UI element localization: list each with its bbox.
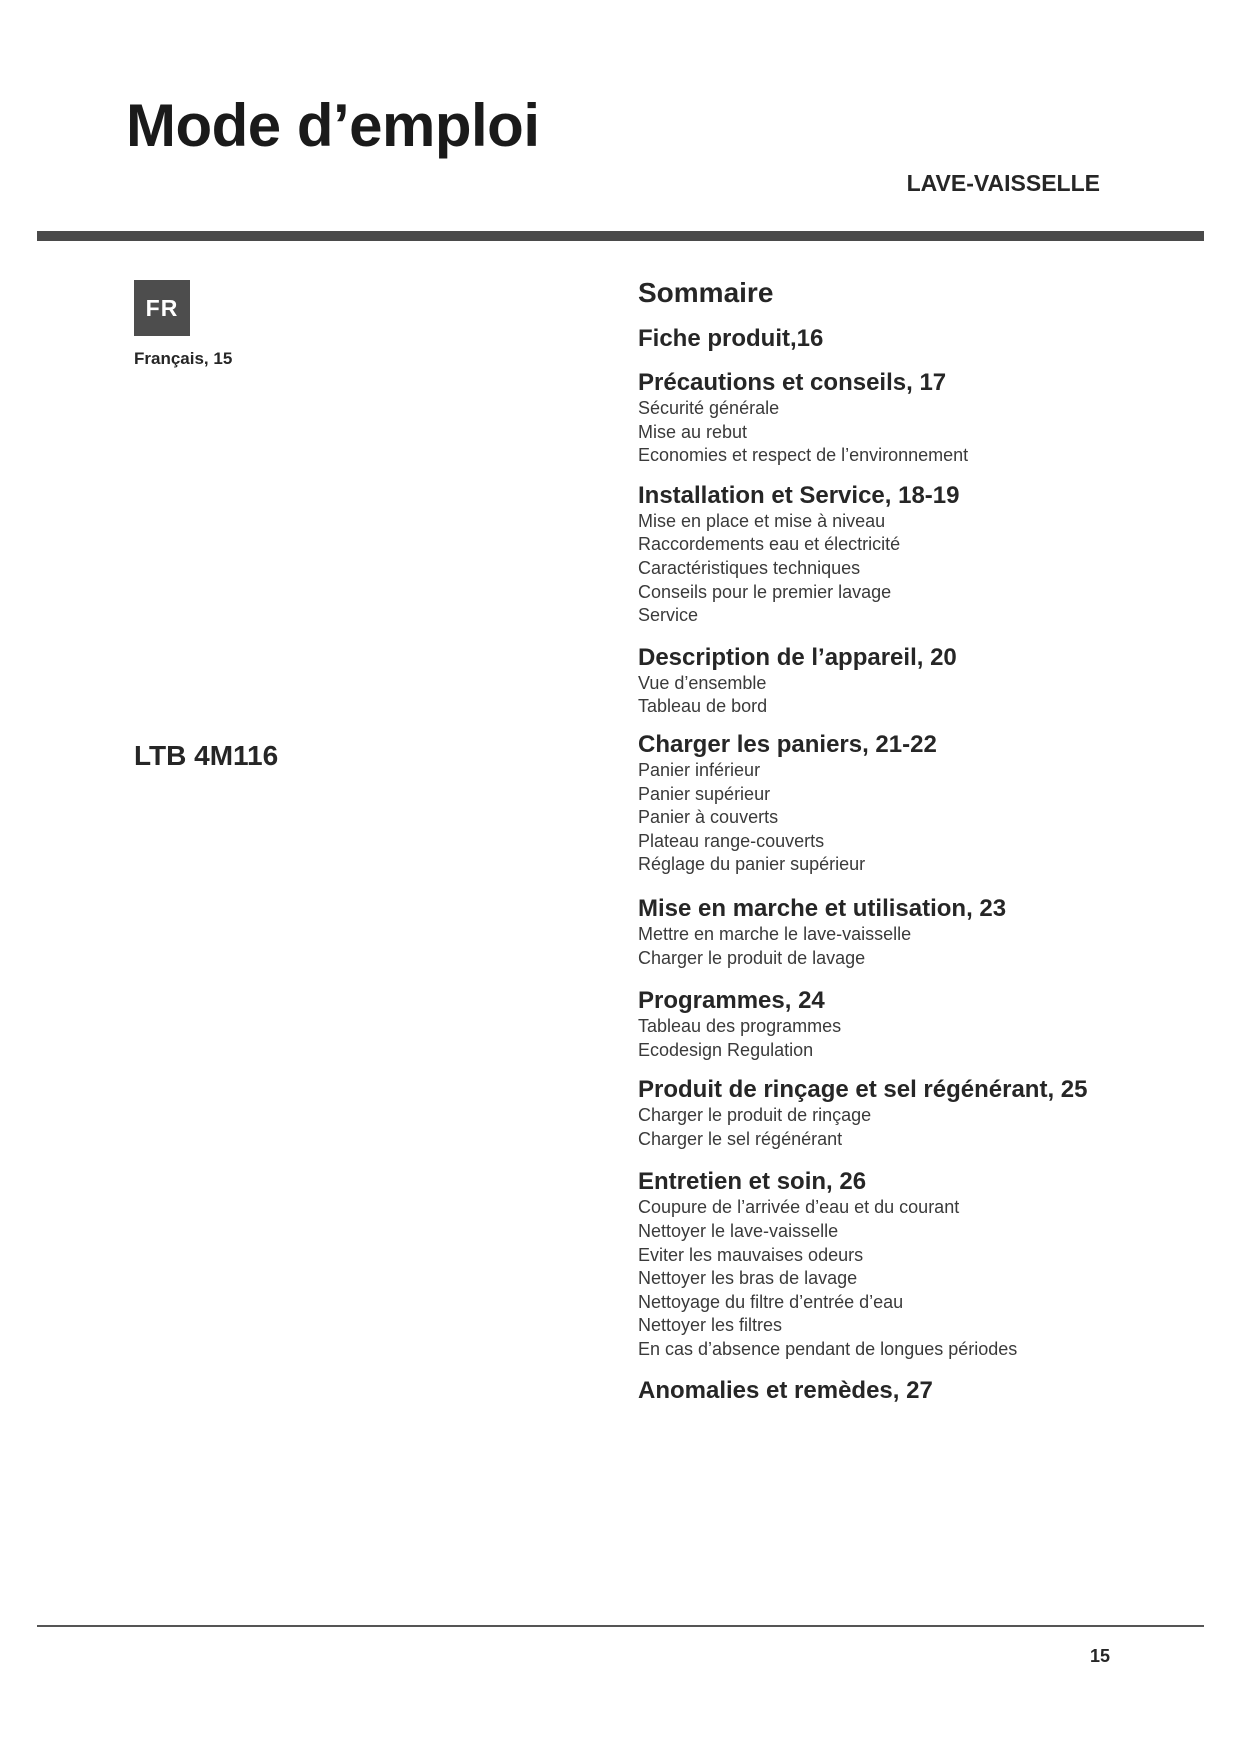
header-divider — [37, 231, 1204, 241]
toc-section — [638, 644, 1198, 719]
toc-subitem: Panier à couverts — [638, 807, 779, 828]
toc-subitem: Tableau des programmes — [638, 1016, 842, 1037]
toc-subitem: Conseils pour le premier lavage — [638, 581, 892, 602]
page-number: 15 — [1089, 1646, 1110, 1666]
toc-section-title: Charger les paniers, 21-22 — [638, 730, 937, 758]
toc-subitem: Charger le sel régénérant — [638, 1128, 843, 1149]
toc-subitem: Ecodesign Regulation — [638, 1039, 814, 1060]
toc-section — [638, 369, 1198, 468]
toc-subitem: Mise en place et mise à niveau — [638, 510, 886, 531]
toc-subitem: Charger le produit de rinçage — [638, 1105, 872, 1126]
toc-subitem: Mettre en marche le lave-vaisselle — [638, 923, 912, 944]
toc-subitem: Plateau range-couverts — [638, 830, 825, 851]
toc-section-title: Produit de rinçage et sel régénérant, 25 — [638, 1076, 1088, 1104]
toc-section — [638, 325, 1198, 353]
toc-section — [638, 987, 1198, 1062]
toc-section-title: Mise en marche et utilisation, 23 — [638, 894, 1007, 922]
toc-subitem: Service — [638, 605, 699, 626]
toc-subitem: En cas d’absence pendant de longues périodes — [638, 1339, 1018, 1360]
toc-subitem: Sécurité générale — [638, 398, 780, 418]
toc-subitem: Caractéristiques techniques — [638, 557, 861, 578]
toc-section — [638, 1168, 1198, 1361]
toc-subitem: Nettoyage du filtre d’entrée d’eau — [638, 1291, 904, 1312]
toc-subitem: Coupure de l’arrivée d’eau et du courant — [638, 1197, 960, 1218]
toc-subitem: Nettoyer le lave-vaisselle — [638, 1221, 839, 1242]
toc-subitem: Panier inférieur — [638, 759, 761, 780]
toc-section-title: Installation et Service, 18-19 — [638, 481, 960, 509]
toc-section-title: Précautions et conseils, 17 — [638, 369, 947, 396]
language-badge: FR — [134, 280, 190, 336]
toc-section — [638, 731, 1198, 877]
toc-section-title: Description de l’appareil, 20 — [638, 643, 957, 671]
toc-subitem: Economies et respect de l’environnement — [638, 445, 969, 466]
toc-subitem: Nettoyer les bras de lavage — [638, 1268, 858, 1289]
toc-subitem: Nettoyer les filtres — [638, 1315, 783, 1336]
toc-section-title: Anomalies et remèdes, 27 — [638, 1376, 933, 1404]
toc-section-title: Entretien et soin, 26 — [638, 1168, 867, 1196]
toc-subitem: Charger le produit de lavage — [638, 947, 866, 968]
toc-subitem: Mise au rebut — [638, 421, 748, 442]
toc-heading: Sommaire — [638, 277, 774, 308]
toc-subitem: Tableau de bord — [638, 696, 768, 717]
footer-divider — [37, 1625, 1204, 1627]
toc-sections — [638, 325, 1198, 1405]
toc-section — [638, 1076, 1198, 1151]
toc-subitem: Vue d’ensemble — [638, 672, 767, 693]
toc-subitem: Eviter les mauvaises odeurs — [638, 1244, 864, 1265]
document-subtitle: LAVE-VAISSELLE — [906, 170, 1100, 196]
toc-subitem: Réglage du panier supérieur — [638, 854, 866, 875]
toc-section-title: Programmes, 24 — [638, 987, 825, 1015]
language-reference: Français, 15 — [134, 349, 233, 368]
toc-section — [638, 482, 1198, 628]
toc-section-title: Fiche produit,16 — [638, 325, 824, 352]
table-of-contents — [638, 276, 1198, 1405]
model-name: LTB 4M116 — [134, 740, 279, 771]
toc-subitem: Panier supérieur — [638, 783, 771, 804]
toc-subitem: Raccordements eau et électricité — [638, 534, 901, 555]
toc-section — [638, 1377, 1198, 1405]
toc-section — [638, 895, 1198, 970]
page-title: Mode d’emploi — [126, 92, 540, 159]
